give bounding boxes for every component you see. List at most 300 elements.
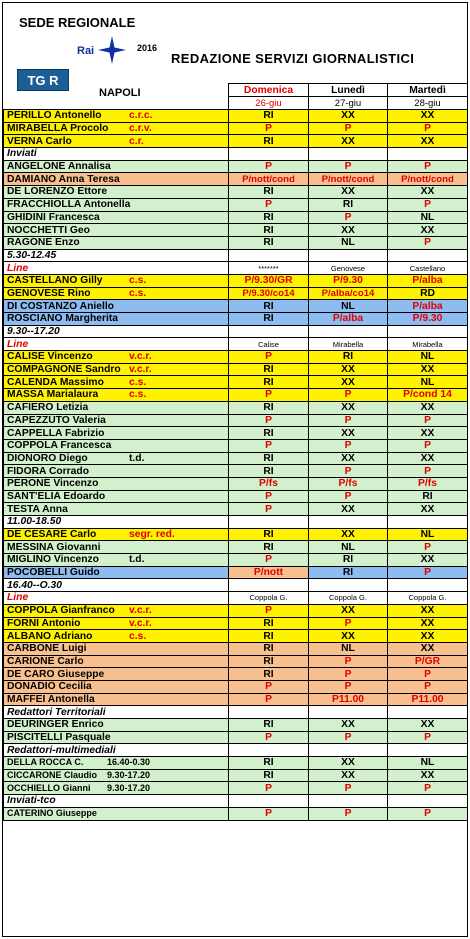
person-role: v.c.r. xyxy=(129,617,152,629)
table-row xyxy=(4,693,468,706)
person-role: 9.30-17.20 xyxy=(107,770,151,781)
shift-cell: P xyxy=(309,414,388,427)
city-label: NAPOLI xyxy=(99,87,141,99)
shift-cell: P xyxy=(309,731,388,744)
empty-cell xyxy=(229,706,309,719)
person-name: DE CESARE Carlo xyxy=(7,529,97,541)
schedule-table xyxy=(3,83,468,821)
person-role: v.c.r. xyxy=(129,364,152,376)
shift-cell: P xyxy=(388,465,468,478)
person-name-cell xyxy=(4,427,229,440)
shift-cell: NL xyxy=(309,300,388,313)
line-editor-cell: Coppola G. xyxy=(388,592,468,605)
shift-cell: P xyxy=(388,122,468,135)
shift-cell: P xyxy=(388,668,468,681)
person-name: DAMIANO Anna Teresa xyxy=(7,173,120,185)
empty-cell xyxy=(388,249,468,262)
shift-cell: P xyxy=(309,807,388,820)
table-row xyxy=(4,566,468,579)
table-row xyxy=(4,452,468,465)
person-name-cell xyxy=(4,363,229,376)
shift-cell: RI xyxy=(229,655,309,668)
person-name-cell xyxy=(4,528,229,541)
person-role: t.d. xyxy=(129,452,145,464)
person-name: CARBONE Luigi xyxy=(7,643,87,655)
day-date-sunday: 26-giu xyxy=(229,97,309,110)
shift-cell: NL xyxy=(388,376,468,389)
person-name-cell xyxy=(4,680,229,693)
shift-cell: XX xyxy=(388,110,468,123)
person-name: GHIDINI Francesca xyxy=(7,211,100,223)
person-role: t.d. xyxy=(129,554,145,566)
table-row xyxy=(4,541,468,554)
shift-cell: P xyxy=(229,160,309,173)
person-name: OCCHIELLO Gianni xyxy=(7,782,91,793)
table-row xyxy=(4,236,468,249)
header-spacer xyxy=(4,97,229,110)
person-name: ROSCIANO Margherita xyxy=(7,313,118,325)
table-row xyxy=(4,389,468,402)
person-name-cell xyxy=(4,122,229,135)
shift-cell: RI xyxy=(229,224,309,237)
person-name-cell xyxy=(4,173,229,186)
person-name: DI COSTANZO Aniello xyxy=(7,300,114,312)
person-name-cell xyxy=(4,719,229,732)
table-row xyxy=(4,186,468,199)
person-name-cell xyxy=(4,757,229,770)
person-role: c.r.v. xyxy=(129,123,152,135)
shift-cell: XX xyxy=(388,769,468,782)
shift-cell: RI xyxy=(229,236,309,249)
empty-cell xyxy=(309,795,388,808)
shift-cell: RI xyxy=(229,642,309,655)
empty-cell xyxy=(309,579,388,592)
person-role: c.s. xyxy=(129,275,147,287)
shift-cell: RI xyxy=(229,630,309,643)
shift-cell: XX xyxy=(388,719,468,732)
shift-cell: P xyxy=(229,807,309,820)
person-name-cell xyxy=(4,566,229,579)
shift-cell: RI xyxy=(229,465,309,478)
sede-regionale-label: SEDE REGIONALE xyxy=(19,15,136,30)
table-row xyxy=(4,769,468,782)
line-editor-cell: ******* xyxy=(229,262,309,275)
shift-cell: RI xyxy=(229,757,309,770)
person-name: DIONORO Diego xyxy=(7,452,88,464)
table-row xyxy=(4,427,468,440)
empty-cell xyxy=(309,148,388,161)
shift-cell: XX xyxy=(309,224,388,237)
empty-cell xyxy=(309,744,388,757)
rai-star-icon xyxy=(97,35,127,65)
shift-cell: P/nott xyxy=(229,566,309,579)
shift-cell: P/cond 14 xyxy=(388,389,468,402)
shift-cell: P xyxy=(229,122,309,135)
day-name-monday: Lunedì xyxy=(309,84,388,97)
shift-cell: XX xyxy=(388,401,468,414)
table-row xyxy=(4,630,468,643)
person-name: SANT'ELIA Edoardo xyxy=(7,490,106,502)
day-name-tuesday: Martedì xyxy=(388,84,468,97)
section-row xyxy=(4,325,468,338)
shift-cell: P xyxy=(309,490,388,503)
section-label: Inviati-tco xyxy=(4,795,229,808)
shift-cell: XX xyxy=(388,224,468,237)
person-name-cell xyxy=(4,351,229,364)
shift-cell: P xyxy=(309,465,388,478)
table-row xyxy=(4,122,468,135)
line-editor-cell: Mirabella xyxy=(388,338,468,351)
person-name: PERONE Vincenzo xyxy=(7,478,99,490)
section-label: 5.30-12.45 xyxy=(4,249,229,262)
shift-cell: RI xyxy=(309,351,388,364)
person-name-cell xyxy=(4,401,229,414)
table-row xyxy=(4,173,468,186)
line-editor-cell: Castellano xyxy=(388,262,468,275)
table-row xyxy=(4,110,468,123)
shift-cell: P xyxy=(388,541,468,554)
section-label: Inviati xyxy=(4,148,229,161)
person-name-cell xyxy=(4,769,229,782)
shift-cell: P/9.30 xyxy=(388,313,468,326)
shift-cell: RI xyxy=(229,401,309,414)
shift-cell: P xyxy=(229,693,309,706)
shift-cell: P xyxy=(309,211,388,224)
shift-cell: NL xyxy=(309,642,388,655)
person-name: PISCITELLI Pasquale xyxy=(7,732,111,744)
shift-cell: XX xyxy=(309,528,388,541)
shift-cell: RI xyxy=(229,313,309,326)
empty-cell xyxy=(388,795,468,808)
person-name: RAGONE Enzo xyxy=(7,237,80,249)
person-name: FRACCHIOLLA Antonella xyxy=(7,199,131,211)
empty-cell xyxy=(229,516,309,529)
shift-cell: RD xyxy=(388,287,468,300)
section-label: 11.00-18.50 xyxy=(4,516,229,529)
person-name-cell xyxy=(4,313,229,326)
shift-cell: P xyxy=(229,680,309,693)
person-role: c.s. xyxy=(129,630,147,642)
line-row xyxy=(4,338,468,351)
shift-cell: P/fs xyxy=(229,477,309,490)
table-row xyxy=(4,300,468,313)
shift-cell: P/9.30/GR xyxy=(229,274,309,287)
header-spacer xyxy=(4,84,229,97)
shift-cell: RI xyxy=(229,376,309,389)
person-name-cell xyxy=(4,655,229,668)
section-row xyxy=(4,516,468,529)
shift-cell: RI xyxy=(309,554,388,567)
person-name: VERNA Carlo xyxy=(7,135,72,147)
person-name: MASSA Marialaura xyxy=(7,389,99,401)
person-name: DELLA ROCCA C. xyxy=(7,757,84,768)
person-name-cell xyxy=(4,439,229,452)
person-name: COPPOLA Francesca xyxy=(7,440,112,452)
shift-cell: P xyxy=(309,655,388,668)
empty-cell xyxy=(309,706,388,719)
person-role: 16.40-0.30 xyxy=(107,757,151,768)
section-row xyxy=(4,795,468,808)
line-row xyxy=(4,592,468,605)
person-name-cell xyxy=(4,198,229,211)
shift-cell: P xyxy=(229,389,309,402)
person-name: CASTELLANO Gilly xyxy=(7,275,103,287)
shift-cell: P xyxy=(388,236,468,249)
section-row xyxy=(4,249,468,262)
person-role: segr. red. xyxy=(129,529,175,541)
person-name: NOCCHETTI Geo xyxy=(7,224,90,236)
person-role: 9.30-17.20 xyxy=(107,782,151,793)
shift-cell: P xyxy=(388,566,468,579)
shift-cell: P/9.30/co14 xyxy=(229,287,309,300)
shift-cell: XX xyxy=(388,617,468,630)
shift-cell: P xyxy=(229,351,309,364)
table-row xyxy=(4,655,468,668)
shift-cell: P xyxy=(309,122,388,135)
person-name-cell xyxy=(4,617,229,630)
shift-cell: P xyxy=(229,503,309,516)
shift-cell: P/fs xyxy=(309,477,388,490)
shift-cell: RI xyxy=(309,198,388,211)
line-row xyxy=(4,262,468,275)
person-role: c.r. xyxy=(129,135,144,147)
shift-cell: RI xyxy=(229,110,309,123)
shift-cell: XX xyxy=(309,376,388,389)
shift-cell: NL xyxy=(388,351,468,364)
person-name-cell xyxy=(4,236,229,249)
shift-cell: RI xyxy=(229,427,309,440)
person-role: c.s. xyxy=(129,389,147,401)
shift-cell: RI xyxy=(229,668,309,681)
shift-cell: XX xyxy=(388,135,468,148)
table-row xyxy=(4,642,468,655)
person-name-cell xyxy=(4,477,229,490)
person-name-cell xyxy=(4,224,229,237)
person-name-cell xyxy=(4,414,229,427)
person-role: c.s. xyxy=(129,376,147,388)
shift-cell: RI xyxy=(229,541,309,554)
empty-cell xyxy=(388,706,468,719)
shift-cell: P xyxy=(309,668,388,681)
section-row xyxy=(4,744,468,757)
person-name-cell xyxy=(4,186,229,199)
shift-cell: RI xyxy=(229,617,309,630)
empty-cell xyxy=(229,148,309,161)
person-name-cell xyxy=(4,807,229,820)
person-name-cell xyxy=(4,274,229,287)
person-name: PERILLO Antonello xyxy=(7,110,102,122)
person-name: DEURINGER Enrico xyxy=(7,719,104,731)
shift-cell: P xyxy=(229,198,309,211)
line-editor-cell: Genovese xyxy=(309,262,388,275)
table-row xyxy=(4,439,468,452)
shift-cell: RI xyxy=(229,452,309,465)
person-name: COMPAGNONE Sandro xyxy=(7,364,121,376)
table-row xyxy=(4,363,468,376)
table-row xyxy=(4,401,468,414)
shift-cell: P/alba xyxy=(388,274,468,287)
shift-cell: XX xyxy=(309,769,388,782)
table-row xyxy=(4,554,468,567)
shift-cell: P xyxy=(388,439,468,452)
person-name: ANGELONE Annalisa xyxy=(7,161,111,173)
shift-cell: P xyxy=(309,617,388,630)
shift-cell: P/nott/cond xyxy=(388,173,468,186)
person-name: DE LORENZO Ettore xyxy=(7,186,108,198)
shift-cell: XX xyxy=(309,503,388,516)
shift-cell: XX xyxy=(388,427,468,440)
empty-cell xyxy=(229,744,309,757)
empty-cell xyxy=(388,516,468,529)
rai-logo-text: Rai xyxy=(77,45,95,57)
table-row xyxy=(4,731,468,744)
section-label: Redattori-multimediali xyxy=(4,744,229,757)
shift-cell: P/alba xyxy=(309,313,388,326)
table-row xyxy=(4,465,468,478)
person-name: CARIONE Carlo xyxy=(7,655,84,667)
table-row xyxy=(4,604,468,617)
shift-cell: P xyxy=(229,782,309,795)
person-name: ALBANO Adriano xyxy=(7,630,93,642)
line-editor-cell: Coppola G. xyxy=(309,592,388,605)
shift-cell: RI xyxy=(229,186,309,199)
person-name-cell xyxy=(4,452,229,465)
shift-cell: XX xyxy=(388,604,468,617)
person-name: DONADIO Cecilia xyxy=(7,681,92,693)
shift-cell: XX xyxy=(309,135,388,148)
shift-cell: RI xyxy=(229,135,309,148)
shift-cell: P xyxy=(309,389,388,402)
person-role: v.c.r. xyxy=(129,605,152,617)
table-row xyxy=(4,198,468,211)
shift-cell: RI xyxy=(229,211,309,224)
shift-cell: P xyxy=(388,414,468,427)
shift-cell: P/9.30 xyxy=(309,274,388,287)
person-name: MIGLINO Vincenzo xyxy=(7,554,99,566)
empty-cell xyxy=(388,148,468,161)
shift-cell: RI xyxy=(229,300,309,313)
shift-cell: P xyxy=(229,604,309,617)
line-editor-cell: Calise xyxy=(229,338,309,351)
person-name-cell xyxy=(4,541,229,554)
person-name: DE CARO Giuseppe xyxy=(7,668,105,680)
person-name-cell xyxy=(4,630,229,643)
person-name-cell xyxy=(4,554,229,567)
person-name-cell xyxy=(4,668,229,681)
shift-cell: XX xyxy=(388,503,468,516)
person-name-cell xyxy=(4,211,229,224)
shift-cell: XX xyxy=(388,363,468,376)
shift-cell: XX xyxy=(309,427,388,440)
empty-cell xyxy=(309,516,388,529)
table-row xyxy=(4,782,468,795)
shift-cell: RI xyxy=(229,528,309,541)
person-name: COPPOLA Gianfranco xyxy=(7,605,115,617)
empty-cell xyxy=(229,249,309,262)
table-row xyxy=(4,617,468,630)
shift-cell: P/alba/co14 xyxy=(309,287,388,300)
empty-cell xyxy=(309,249,388,262)
section-row xyxy=(4,148,468,161)
shift-cell: RI xyxy=(229,769,309,782)
table-row xyxy=(4,135,468,148)
shift-cell: XX xyxy=(309,363,388,376)
shift-cell: XX xyxy=(309,757,388,770)
shift-cell: XX xyxy=(309,452,388,465)
line-label: Line xyxy=(4,262,229,275)
shift-cell: P xyxy=(309,439,388,452)
table-row xyxy=(4,757,468,770)
shift-cell: XX xyxy=(309,719,388,732)
line-label: Line xyxy=(4,338,229,351)
person-role: v.c.r. xyxy=(129,351,152,363)
empty-cell xyxy=(229,325,309,338)
person-name-cell xyxy=(4,160,229,173)
shift-cell: NL xyxy=(309,541,388,554)
person-name: CICCARONE Claudio xyxy=(7,770,97,781)
shift-cell: XX xyxy=(388,554,468,567)
shift-cell: XX xyxy=(309,604,388,617)
shift-cell: RI xyxy=(229,719,309,732)
shift-cell: XX xyxy=(388,186,468,199)
shift-cell: P xyxy=(388,160,468,173)
year-label: 2016 xyxy=(137,43,158,53)
shift-cell: P xyxy=(388,782,468,795)
line-editor-cell: Coppola G. xyxy=(229,592,309,605)
section-row xyxy=(4,706,468,719)
shift-cell: P xyxy=(388,680,468,693)
line-label: Line xyxy=(4,592,229,605)
shift-cell: P xyxy=(229,490,309,503)
table-row xyxy=(4,668,468,681)
tgr-logo: TG R xyxy=(17,69,69,91)
person-name: FIDORA Corrado xyxy=(7,465,89,477)
day-date-monday: 27-giu xyxy=(309,97,388,110)
shift-cell: NL xyxy=(388,211,468,224)
shift-cell: P11.00 xyxy=(309,693,388,706)
person-name: MESSINA Giovanni xyxy=(7,541,101,553)
table-row xyxy=(4,211,468,224)
shift-cell: RI xyxy=(309,566,388,579)
shift-cell: P xyxy=(309,680,388,693)
person-name: CAPPELLA Fabrizio xyxy=(7,427,105,439)
shift-cell: P11.00 xyxy=(388,693,468,706)
table-row xyxy=(4,490,468,503)
section-label: Redattori Territoriali xyxy=(4,706,229,719)
shift-cell: P/nott/cond xyxy=(309,173,388,186)
table-row xyxy=(4,313,468,326)
person-name-cell xyxy=(4,465,229,478)
person-name: MAFFEI Antonella xyxy=(7,693,95,705)
person-name: MIRABELLA Procolo xyxy=(7,123,109,135)
person-name-cell xyxy=(4,300,229,313)
empty-cell xyxy=(309,325,388,338)
shift-cell: RI xyxy=(388,490,468,503)
section-label: 16.40--O.30 xyxy=(4,579,229,592)
shift-cell: RI xyxy=(229,363,309,376)
shift-cell: P/GR xyxy=(388,655,468,668)
empty-cell xyxy=(229,795,309,808)
empty-cell xyxy=(388,325,468,338)
empty-cell xyxy=(388,579,468,592)
shift-cell: NL xyxy=(388,528,468,541)
person-role: c.r.c. xyxy=(129,110,153,122)
table-row xyxy=(4,807,468,820)
person-name-cell xyxy=(4,503,229,516)
person-name-cell xyxy=(4,782,229,795)
person-name: CALISE Vincenzo xyxy=(7,351,93,363)
shift-cell: XX xyxy=(309,630,388,643)
